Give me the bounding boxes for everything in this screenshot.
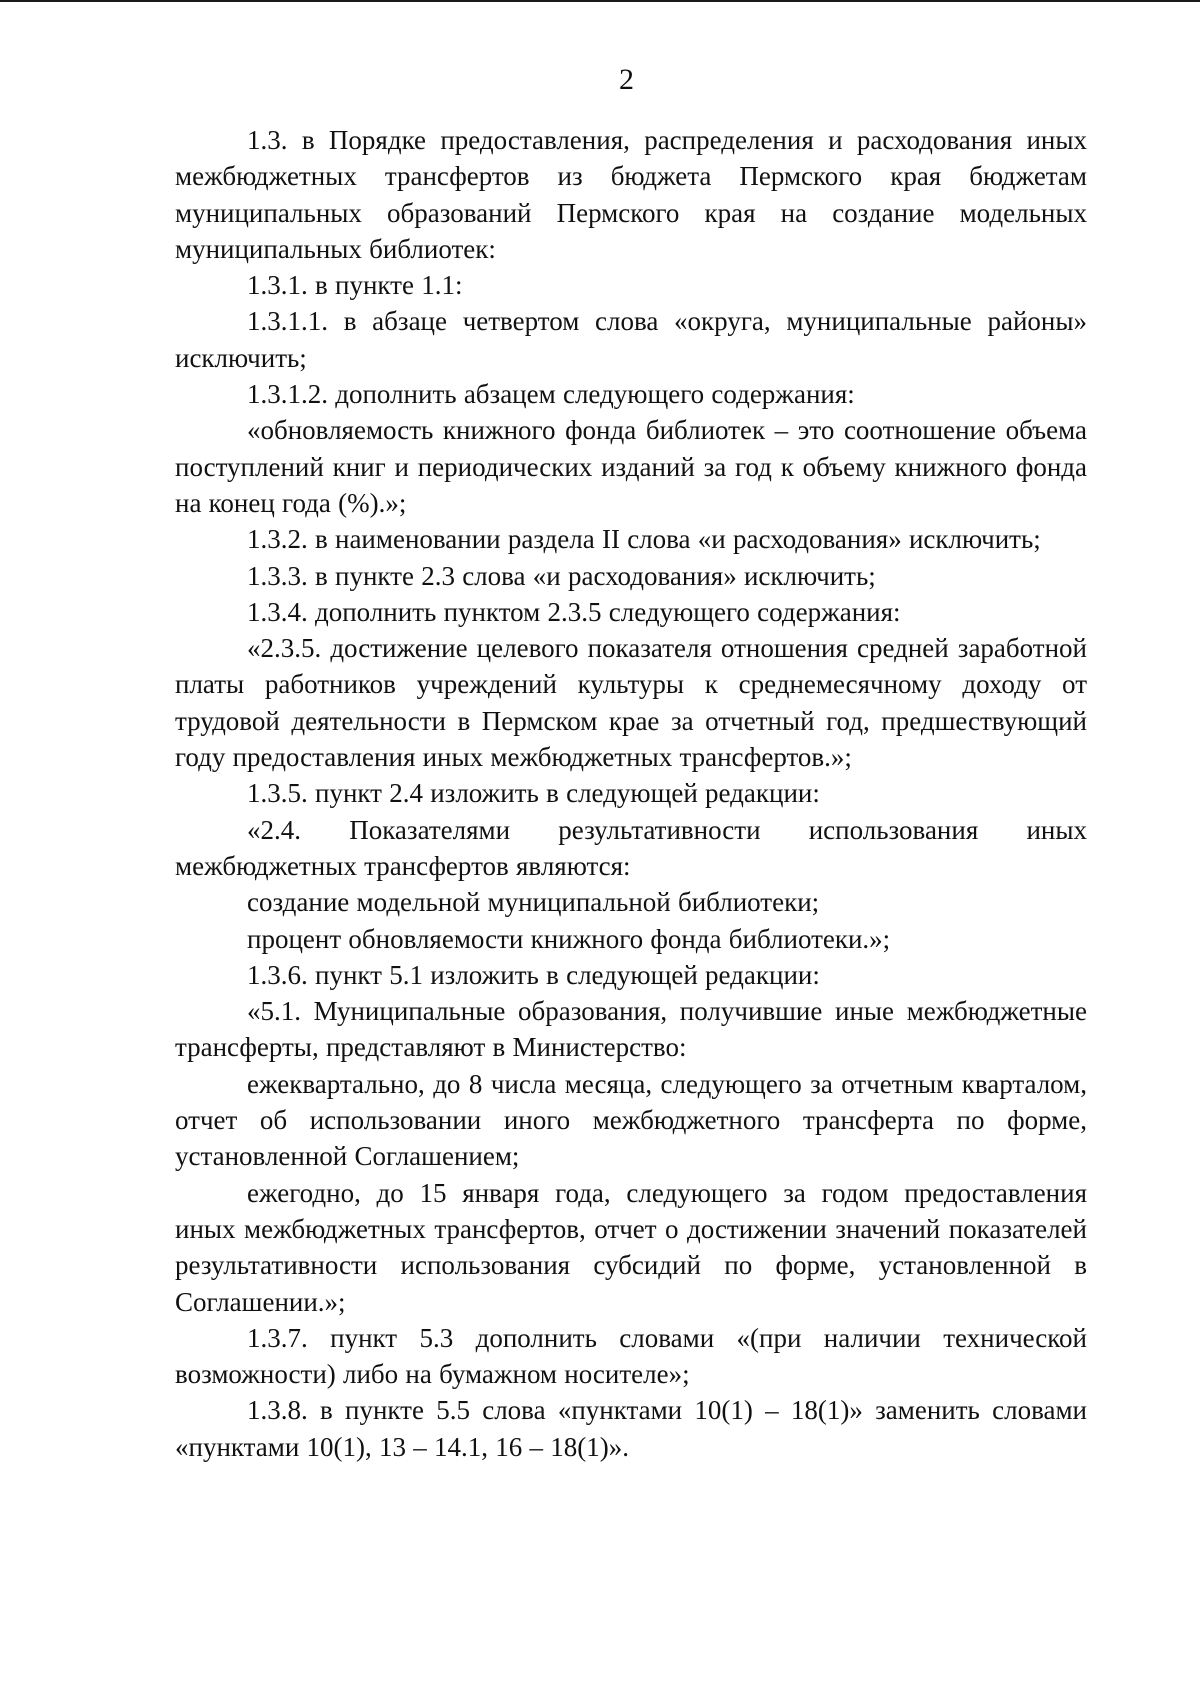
paragraph-quote-definition: «обновляемость книжного фонда библиотек – это соотношение объема поступлений книг и периодических изданий за год к объему книжного фонда на конец года (%).»; — [175, 415, 1087, 518]
paragraph-quarterly-report: ежеквартально, до 8 числа месяца, следующего за отчетным кварталом, отчет об использовании иного межбюджетного трансферта по форме, установленной Соглашением; — [175, 1068, 1087, 1172]
paragraph-indicator-2: процент обновляемости книжного фонда библиотеки.»; — [247, 923, 891, 954]
page-number: 2 — [619, 63, 634, 96]
paragraph-1-3-1-2: 1.3.1.2. дополнить абзацем следующего содержания: — [247, 379, 855, 410]
paragraph-1-3: 1.3. в Порядке предоставления, распределения и расходования иных межбюджетных трансфертов из бюджета Пермского края бюджетам муниципальных образований Пермского края на создание модельных муниципальных библиотек: — [175, 125, 1087, 264]
paragraph-quote-5-1: «5.1. Муниципальные образования, получившие иные межбюджетные трансферты, представляют в Министерство: — [175, 996, 1087, 1063]
paragraph-quote-2-3-5: «2.3.5. достижение целевого показателя отношения средней заработной платы работников учреждений культуры к среднемесячному доходу от трудовой деятельности в Пермском крае за отчетный год, предшествующий году предоставления иных межбюджетных трансфертов.»; — [175, 633, 1087, 773]
paragraph-1-3-5: 1.3.5. пункт 2.4 изложить в следующей редакции: — [247, 778, 820, 809]
paragraph-1-3-2: 1.3.2. в наименовании раздела II слова «и расходования» исключить; — [247, 524, 1041, 555]
document-body — [175, 122, 1087, 1465]
paragraph-1-3-7: 1.3.7. пункт 5.3 дополнить словами «(при наличии технической возможности) либо на бумажном носителе»; — [175, 1322, 1087, 1390]
page-top-edge — [0, 0, 1200, 2]
paragraph-1-3-8: 1.3.8. в пункте 5.5 слова «пунктами 10(1) – 18(1)» заменить словами «пунктами 10(1), 13 – 14.1, 16 – 18(1)». — [175, 1395, 1087, 1462]
paragraph-1-3-1: 1.3.1. в пункте 1.1: — [247, 270, 463, 301]
paragraph-1-3-4: 1.3.4. дополнить пунктом 2.3.5 следующего содержания: — [247, 596, 901, 627]
paragraph-1-3-1-1: 1.3.1.1. в абзаце четвертом слова «округа, муниципальные районы» исключить; — [175, 306, 1087, 373]
paragraph-1-3-6: 1.3.6. пункт 5.1 изложить в следующей редакции: — [247, 959, 820, 990]
paragraph-indicator-1: создание модельной муниципальной библиотеки; — [247, 887, 820, 918]
paragraph-1-3-3: 1.3.3. в пункте 2.3 слова «и расходования» исключить; — [247, 560, 876, 591]
paragraph-quote-2-4: «2.4. Показателями результативности использования иных межбюджетных трансфертов являются: — [175, 814, 1087, 881]
paragraph-annual-report: ежегодно, до 15 января года, следующего за годом предоставления иных межбюджетных трансфертов, отчет о достижении значений показателей результативности использования субсидий по форме, установленной в Соглашении.»; — [175, 1177, 1087, 1317]
